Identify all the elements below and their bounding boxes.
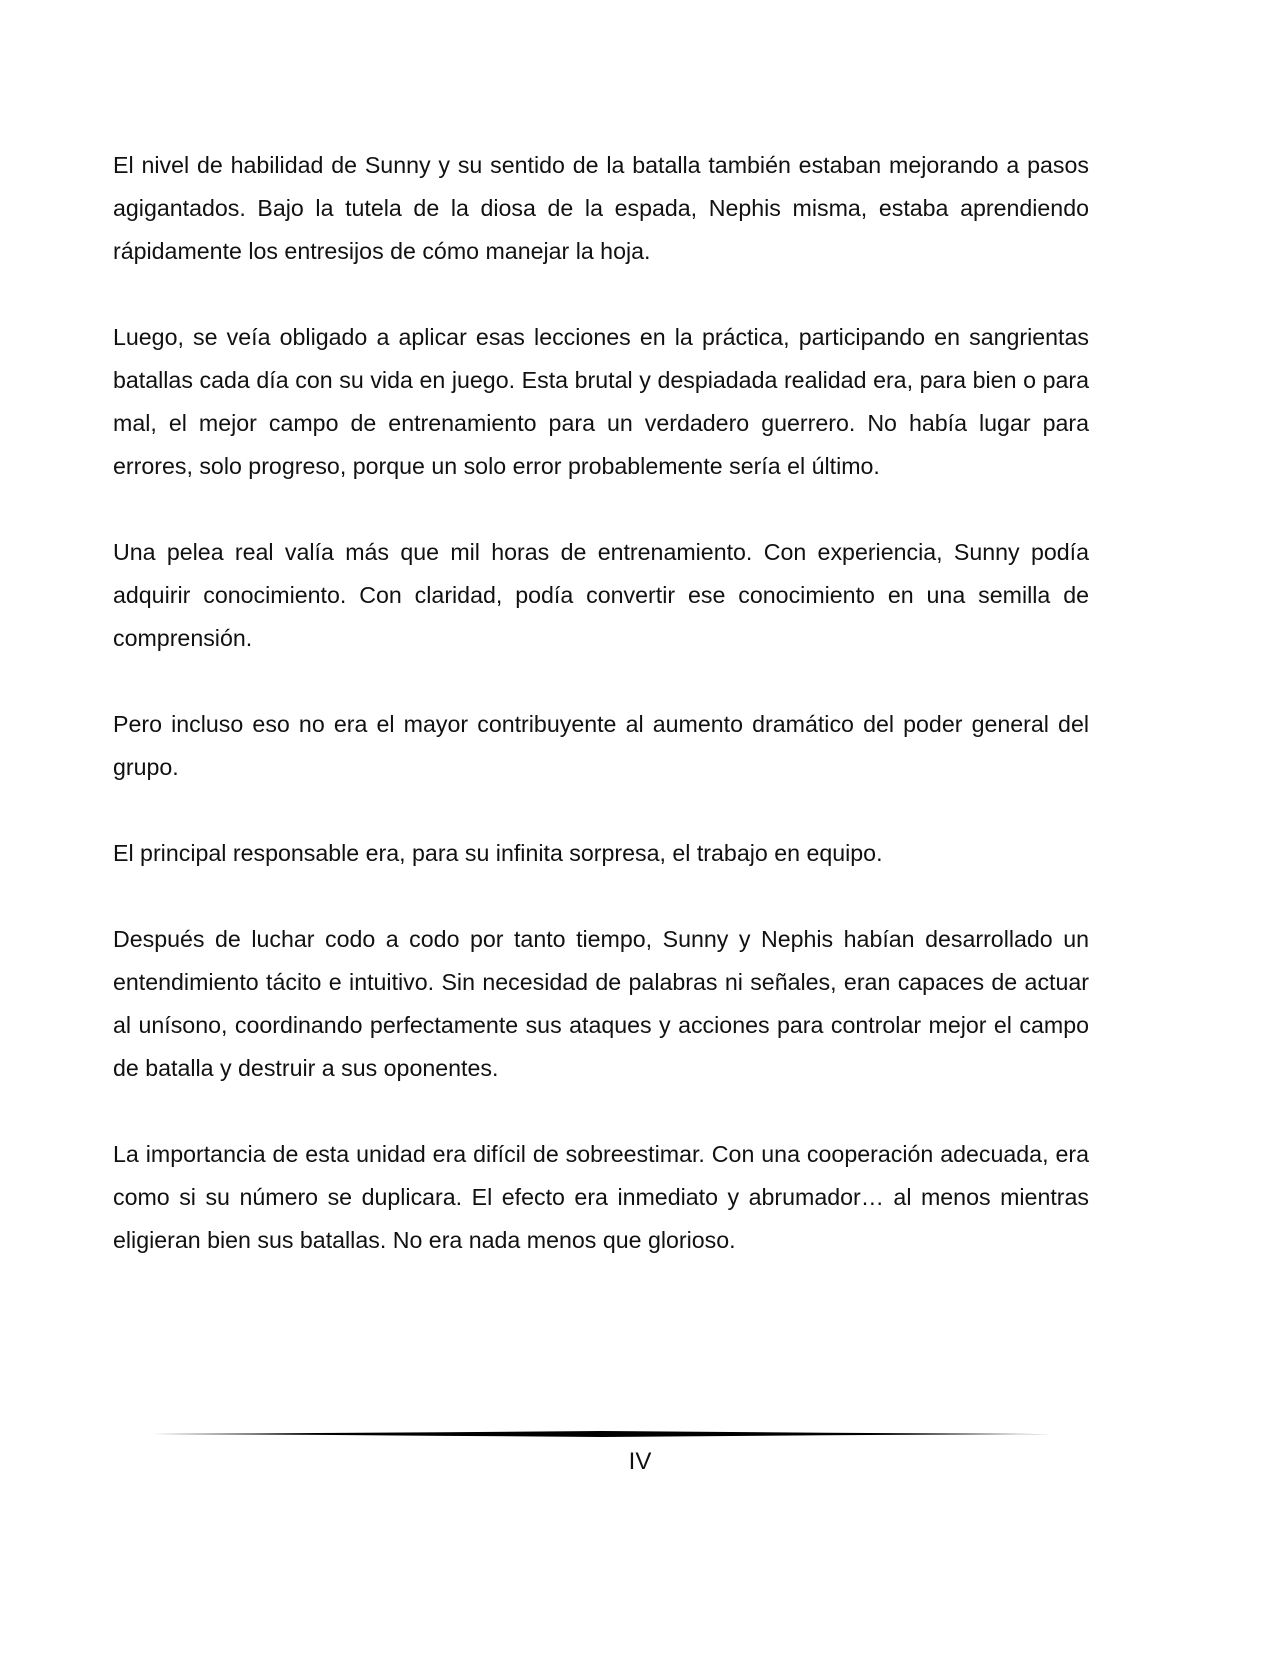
- paragraph-5: El principal responsable era, para su infinita sorpresa, el trabajo en equipo.: [113, 840, 883, 866]
- paragraph-7: La importancia de esta unidad era difícil de sobreestimar. Con una cooperación adecuada, era como si su número se duplicara. El efecto era inmediato y abrumador… al menos mientras eligieran bien sus batallas. No era nada menos que glorioso.: [113, 1141, 1089, 1253]
- divider-stroke: [152, 1431, 1052, 1437]
- footer-divider: [152, 1428, 1052, 1440]
- paragraph-2: Luego, se veía obligado a aplicar esas lecciones en la práctica, participando en sangrientas batallas cada día con su vida en juego. Esta brutal y despiadada realidad era, para bien o para mal, el mejor campo de entrenamiento para un verdadero guerrero. No había lugar para errores, solo progreso, porque un solo error probablemente sería el último.: [113, 324, 1089, 479]
- paragraph-6: Después de luchar codo a codo por tanto tiempo, Sunny y Nephis habían desarrollado un entendimiento tácito e intuitivo. Sin necesidad de palabras ni señales, eran capaces de actuar al unísono, coordinando perfectamente sus ataques y acciones para controlar mejor el campo de batalla y destruir a sus oponentes.: [113, 926, 1089, 1081]
- paragraph-3: Una pelea real valía más que mil horas de entrenamiento. Con experiencia, Sunny podía adquirir conocimiento. Con claridad, podía convertir ese conocimiento en una semilla de comprensión.: [113, 539, 1089, 651]
- paragraph-1: El nivel de habilidad de Sunny y su sentido de la batalla también estaban mejorando a pasos agigantados. Bajo la tutela de la diosa de la espada, Nephis misma, estaba aprendiendo rápidamente los entresijos de cómo manejar la hoja.: [113, 152, 1089, 264]
- paragraph-4: Pero incluso eso no era el mayor contribuyente al aumento dramático del poder general del grupo.: [113, 711, 1089, 780]
- page-number: IV: [628, 1448, 652, 1475]
- body-text: [113, 144, 1089, 1262]
